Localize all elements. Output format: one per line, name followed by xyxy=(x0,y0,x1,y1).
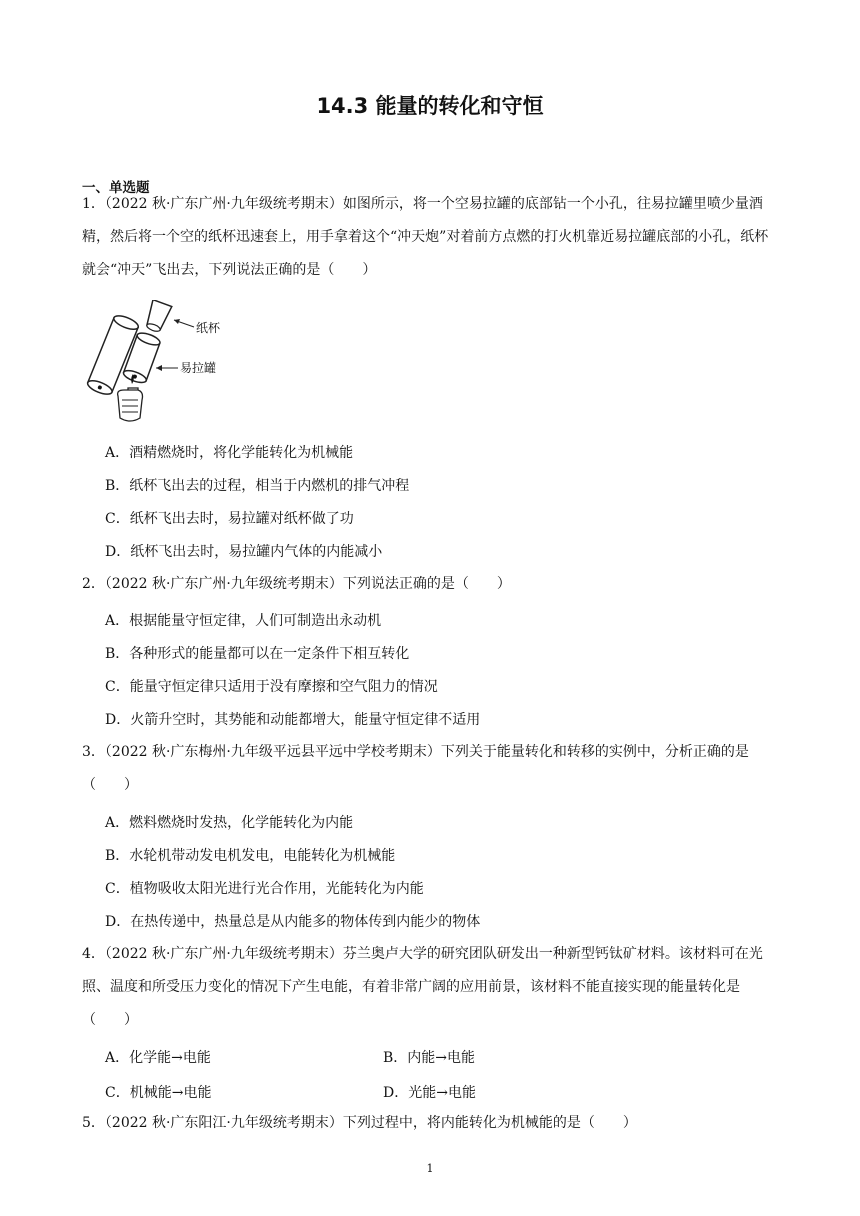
question-1-option-b: B．纸杯飞出去的过程，相当于内燃机的排气冲程 xyxy=(105,478,410,494)
question-2-stem: 2．（2022 秋·广东广州·九年级统考期末）下列说法正确的是（ ） xyxy=(82,576,511,592)
question-3-option-b: B．水轮机带动发电机发电，电能转化为机械能 xyxy=(105,848,396,864)
section-heading: 一、单选题 xyxy=(82,180,150,196)
question-2-option-c: C．能量守恒定律只适用于没有摩擦和空气阻力的情况 xyxy=(105,679,438,695)
question-3-option-d: D．在热传递中，热量总是从内能多的物体传到内能少的物体 xyxy=(105,914,481,930)
page-number: 1 xyxy=(426,1162,434,1175)
question-3-option-c: C．植物吸收太阳光进行光合作用，光能转化为内能 xyxy=(105,881,424,897)
question-2-option-b: B．各种形式的能量都可以在一定条件下相互转化 xyxy=(105,646,410,662)
can-label: 易拉罐 xyxy=(180,361,217,375)
question-1-option-a: A．酒精燃烧时，将化学能转化为机械能 xyxy=(105,445,354,461)
question-4-option-a: A．化学能→电能 xyxy=(105,1050,211,1066)
question-1-stem: 1．（2022 秋·广东广州·九年级统考期末）如图所示，将一个空易拉罐的底部钻一个小孔，往易拉罐里喷少量酒精，然后将一个空的纸杯迅速套上，用手拿着这个“冲天炮”对着前方点燃的打火机靠近易拉罐底部的小孔，纸杯就会“冲天”飞出去，下列说法正确的是（ ） xyxy=(82,196,769,278)
question-4-option-b: B．内能→电能 xyxy=(383,1050,476,1066)
question-4-option-d: D．光能→电能 xyxy=(383,1085,476,1101)
question-4-stem: 4．（2022 秋·广东广州·九年级统考期末）芬兰奥卢大学的研究团队研发出一种新型钙钛矿材料。该材料可在光照、温度和所受压力变化的情况下产生电能，有着非常广阔的应用前景，该材料不能直接实现的能量转化是（ ） xyxy=(82,946,763,1028)
question-3-stem: 3．（2022 秋·广东梅州·九年级平远县平远中学校考期末）下列关于能量转化和转移的实例中，分析正确的是（ ） xyxy=(82,744,749,793)
question-2-option-a: A．根据能量守恒定律，人们可制造出永动机 xyxy=(105,613,382,629)
question-3-option-a: A．燃料燃烧时发热，化学能转化为内能 xyxy=(105,815,354,831)
question-1-option-d: D．纸杯飞出去时，易拉罐内气体的内能减小 xyxy=(105,544,383,560)
cup-label: 纸杯 xyxy=(196,321,221,335)
page-title: 14.3 能量的转化和守恒 xyxy=(316,94,544,118)
question-5-stem: 5．（2022 秋·广东阳江·九年级统考期末）下列过程中，将内能转化为机械能的是（ ） xyxy=(82,1115,637,1131)
cup-drawing xyxy=(143,300,172,334)
question-2-option-d: D．火箭升空时，其势能和动能都增大，能量守恒定律不适用 xyxy=(105,712,481,728)
question-1-figure xyxy=(82,300,232,430)
question-4-option-c: C．机械能→电能 xyxy=(105,1085,212,1101)
question-1-option-c: C．纸杯飞出去时，易拉罐对纸杯做了功 xyxy=(105,511,354,527)
